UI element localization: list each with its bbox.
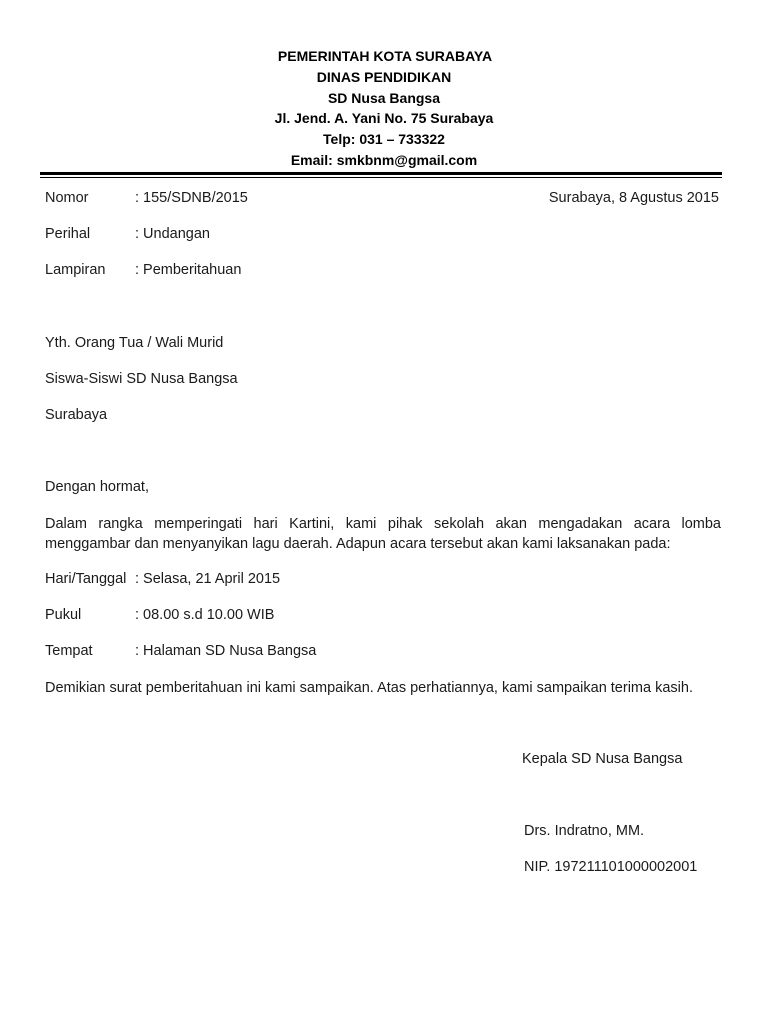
nomor-label: Nomor xyxy=(45,190,89,206)
letterhead-government: PEMERINTAH KOTA SURABAYA xyxy=(277,48,493,64)
pukul-label: Pukul xyxy=(45,607,82,623)
hari-value: : Selasa, 21 April 2015 xyxy=(135,571,281,587)
intro-paragraph xyxy=(45,514,721,554)
perihal-value: : Undangan xyxy=(135,226,210,242)
tempat-row xyxy=(45,642,316,660)
hari-label: Hari/Tanggal xyxy=(45,571,127,587)
letterhead xyxy=(0,46,768,171)
tempat-label: Tempat xyxy=(45,643,93,659)
lampiran-label: Lampiran xyxy=(45,262,106,278)
signature-nip: NIP. 197211101000002001 xyxy=(524,859,698,875)
place-date: Surabaya, 8 Agustus 2015 xyxy=(548,190,719,206)
perihal-row xyxy=(45,225,210,243)
intro-line-2: menggambar dan menyanyikan lagu daerah. Adapun acara tersebut akan kami laksanakan pada: xyxy=(45,536,671,552)
lampiran-row xyxy=(45,261,241,279)
nomor-value: : 155/SDNB/2015 xyxy=(135,190,248,206)
pukul-value: : 08.00 s.d 10.00 WIB xyxy=(135,607,275,623)
letterhead-school: SD Nusa Bangsa xyxy=(327,89,441,106)
pukul-row xyxy=(45,606,274,624)
letterhead-email: Email: smkbnm@gmail.com xyxy=(290,151,478,168)
signature-title: Kepala SD Nusa Bangsa xyxy=(522,751,683,767)
letterhead-address: Jl. Jend. A. Yani No. 75 Surabaya xyxy=(274,110,494,127)
recipient-line-1: Yth. Orang Tua / Wali Murid xyxy=(45,335,224,351)
perihal-label: Perihal xyxy=(45,226,91,242)
salutation: Dengan hormat, xyxy=(45,479,149,495)
letterhead-department: DINAS PENDIDIKAN xyxy=(316,68,452,85)
hari-row xyxy=(45,570,280,588)
letterhead-phone: Telp: 031 – 733322 xyxy=(323,131,445,148)
letterhead-divider-thick xyxy=(40,172,722,175)
lampiran-value: : Pemberitahuan xyxy=(135,262,242,278)
tempat-value: : Halaman SD Nusa Bangsa xyxy=(135,643,317,659)
signature-name: Drs. Indratno, MM. xyxy=(524,823,645,839)
closing-paragraph: Demikian surat pemberitahuan ini kami sampaikan. Atas perhatiannya, kami sampaikan terima kasih. xyxy=(45,680,693,696)
letterhead-divider-thin xyxy=(40,177,722,178)
nomor-row xyxy=(45,189,248,207)
recipient-line-3: Surabaya xyxy=(45,407,108,423)
intro-line-1: Dalam rangka memperingati hari Kartini, kami pihak sekolah akan mengadakan acara lomba xyxy=(45,516,721,532)
recipient-line-2: Siswa-Siswi SD Nusa Bangsa xyxy=(45,371,238,387)
